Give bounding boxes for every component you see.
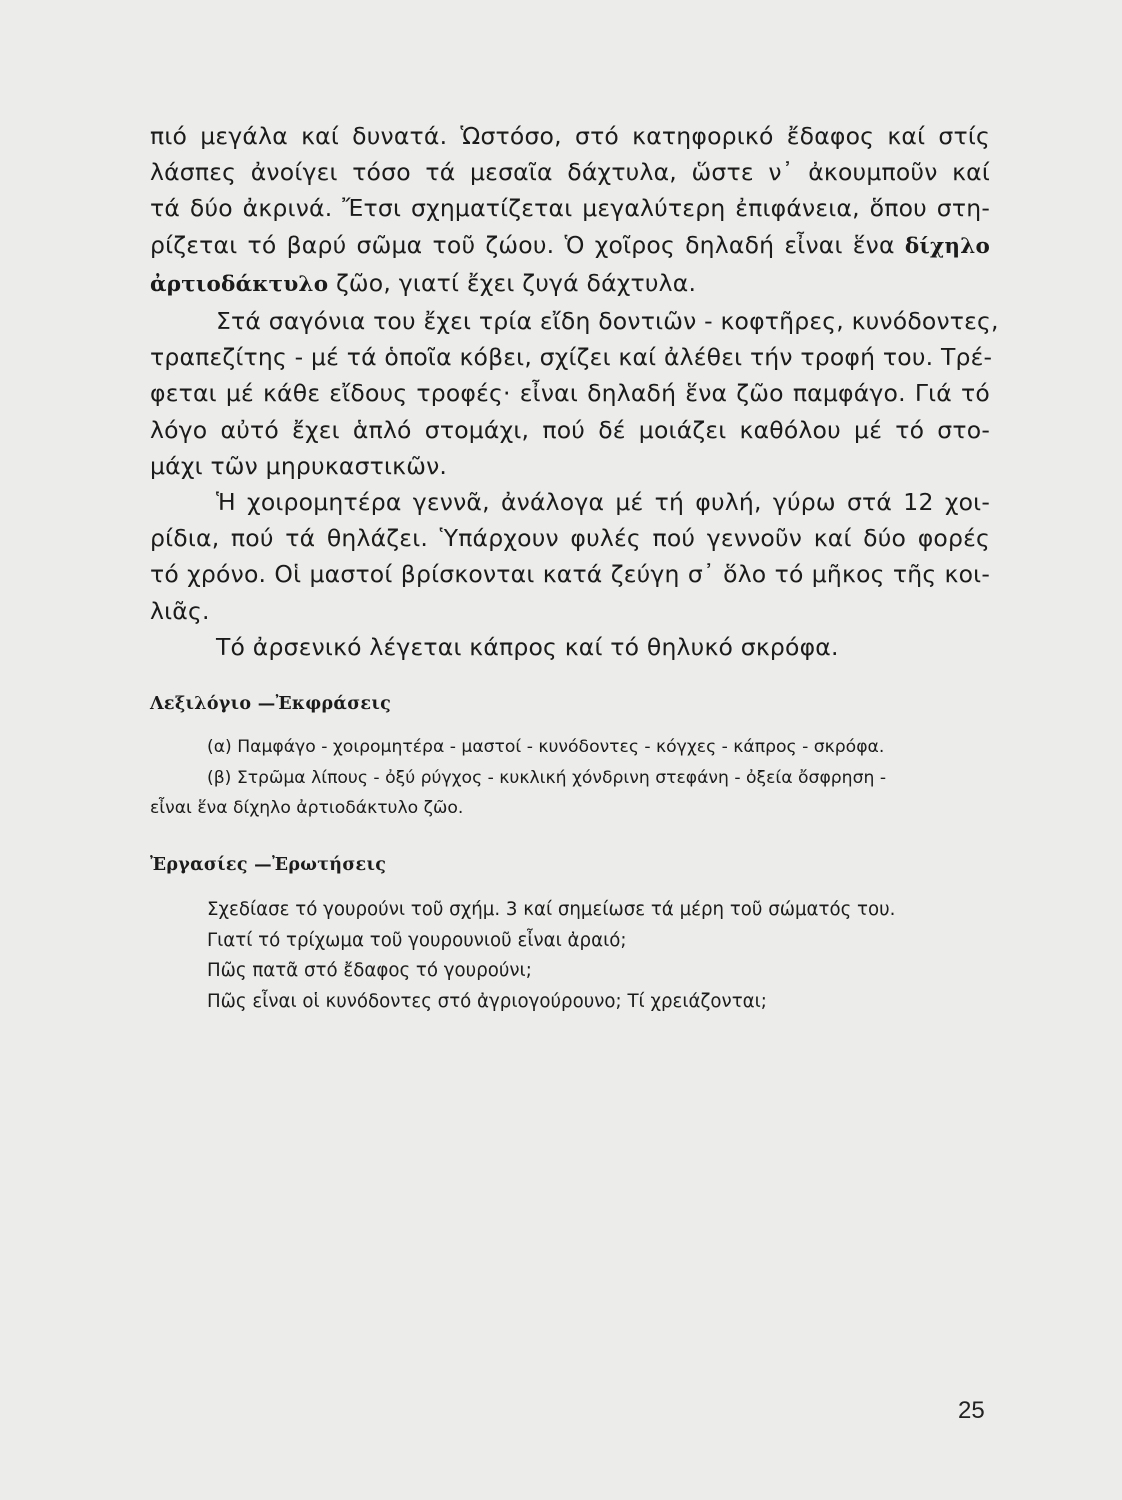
text-fragment: ζῶο, γιατί ἔχει ζυγά δάχτυλα. (335, 268, 697, 297)
text-line: λιᾶς. (150, 596, 210, 625)
text-line: ρίδια, πού τά θηλάζει. Ὑπάρχουν φυλές πού γεννοῦν καί δύο φορές (150, 524, 990, 553)
vocabulary-section (150, 694, 990, 824)
text-line: φεται μέ κάθε εἴδους τροφές· εἶναι δηλαδή ἕνα ζῶο παμφάγο. Γιά τό (150, 379, 990, 408)
vocabulary-item: (β) Στρῶμα λίπους - ὀξύ ρύγχος - κυκλική χόνδρινη στεφάνη - ὀξεία ὄσφρηση - (207, 767, 887, 788)
exercise-item: Πῶς εἶναι οἱ κυνόδοντες στό ἀγριογούρουνο; Τί χρειάζονται; (207, 990, 767, 1012)
text-line: λόγο αὐτό ἔχει ἁπλό στομάχι, πού δέ μοιάζει καθόλου μέ τό στο- (150, 415, 990, 444)
bold-term: ἀρτιοδάκτυλο (150, 271, 329, 297)
text-line (150, 227, 990, 265)
text-line: Ἡ χοιρομητέρα γεννᾶ, ἀνάλογα μέ τή φυλή, γύρω στά 12 χοι- (216, 488, 990, 517)
exercise-item: Σχεδίασε τό γουρούνι τοῦ σχήμ. 3 καί σημείωσε τά μέρη τοῦ σώματός του. (207, 899, 896, 920)
text-line: Τό ἀρσενικό λέγεται κάπρος καί τό θηλυκό σκρόφα. (216, 632, 839, 661)
bold-term: δίχηλο (904, 233, 991, 259)
text-line: τά δύο ἀκρινά. Ἔτσι σχηματίζεται μεγαλύτερη ἐπιφάνεια, ὅπου στη- (150, 194, 990, 223)
text-fragment: ρίζεται τό βαρύ σῶμα τοῦ ζώου. Ὁ χοῖρος δηλαδή εἶναι ἕνα (150, 230, 895, 259)
text-line: τό χρόνο. Οἱ μαστοί βρίσκονται κατά ζεύγη σ᾽ ὅλο τό μῆκος τῆς κοι- (150, 560, 990, 589)
main-text (150, 118, 999, 665)
page-number: 25 (958, 1397, 985, 1424)
vocabulary-heading: Λεξιλόγιο —Ἐκφράσεις (150, 694, 392, 714)
text-line: μάχι τῶν μηρυκαστικῶν. (150, 451, 448, 480)
exercises-heading: Ἐργασίες —Ἐρωτήσεις (150, 855, 387, 875)
exercise-item: Γιατί τό τρίχωμα τοῦ γουρουνιοῦ εἶναι ἀραιό; (207, 929, 627, 951)
text-line: Στά σαγόνια του ἔχει τρία εἴδη δοντιῶν - κοφτῆρες, κυνόδοντες, (216, 307, 999, 336)
vocabulary-item: (α) Παμφάγο - χοιρομητέρα - μαστοί - κυνόδοντες - κόγχες - κάπρος - σκρόφα. (207, 737, 885, 757)
exercises-section (150, 855, 990, 1017)
text-line: πιό μεγάλα καί δυνατά. Ὡστόσο, στό κατηφορικό ἔδαφος καί στίς (150, 122, 990, 150)
exercise-item: Πῶς πατᾶ στό ἔδαφος τό γουρούνι; (207, 960, 532, 981)
vocabulary-item: εἶναι ἕνα δίχηλο ἀρτιοδάκτυλο ζῶο. (150, 798, 464, 818)
text-line: τραπεζίτης - μέ τά ὁποῖα κόβει, σχίζει καί ἀλέθει τήν τροφή του. Τρέ- (150, 343, 993, 372)
text-line (150, 265, 990, 303)
text-line: λάσπες ἀνοίγει τόσο τά μεσαῖα δάχτυλα, ὥστε ν᾽ ἀκουμποῦν καί (150, 158, 990, 187)
